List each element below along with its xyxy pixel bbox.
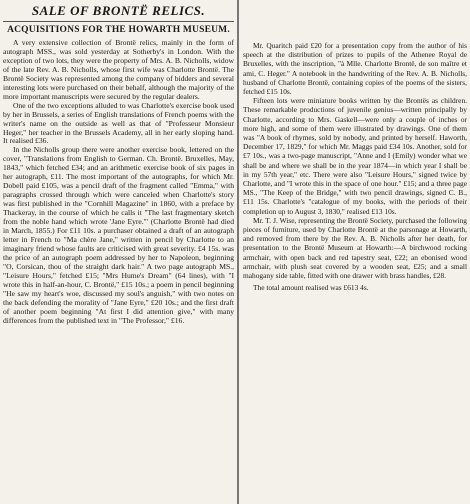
paragraph: Mr. T. J. Wise, representing the Brontë Society, purchased the following pieces of furniture, used by Charlotte Brontë at the parsonage at Howarth, and removed from there by the Rev. A. B. Nicholls after her death, for presentation to the Brontë Museum at Howarth:—A birchwood rocking armchair, with open back and red tapestry seat, £22; an ebonised wood armchair, with plush seat covered by a wooden seat, £25; and a small mahogany side table, fitted with one drawer with brass handles, £28. — [243, 215, 467, 281]
article-headline: SALE OF BRONTË RELICS. — [31, 3, 206, 18]
article-subheading: ACQUISITIONS FOR THE HOWARTH MUSEUM. — [7, 25, 230, 35]
paragraph: A very extensive collection of Brontë relics, mainly in the form of autograph MSS., was sold yesterday at Sotherby's in London. With the exception of two lots, they were the property of Mrs. A. B. Nicholls, widow of the late Rev. A. B. Nicholls, whose first wife was Charlotte Brontë. The Brontë Society was represented among the company of bidders and several interesting lots were purchased on their behalf, although the majority of the more important manuscripts were secured by the regular dealers. — [3, 38, 234, 101]
paragraph: Mr. Quaritch paid £20 for a presentation copy from the author of his speech at the distribution of prizes to pupils of the Athenee Royal de Bruxelles, with the inscription, "à Mlle. Charlotte Brontë, de son maître et ami, C. Heger." A notebook in the handwriting of the Rev. A. B. Nicholls, husband of Charlotte Brontë, containing copies of the poems of the sisters, fetched £15 10s. — [243, 41, 467, 97]
paragraph: Fifteen lots were miniature books written by the Brontës as children. These remarkable productions of juvenile genius—written principally by Charlotte, according to Mrs. Gaskell—were only a couple of inches or more high, and some of them were illustrated by drawings. One of them was "A book of rhymes, sold by nobody, and printed by herself. Haworth, December 17, 1829," for which Mr. Maggs paid £34 10s. Another, sold for £7 10s., was a two-page manuscript, "Anne and I (Emily) wonder what we shall be and where we shall be in the year 1874—in which year I shall be in my 57th year," etc. There were also "Leisure Hours," signed twice by Charlotte, and "I wrote this in the space of one hour." £15; and a three page MS., "The Keep of the Bridge," with two pencil drawings, signed C. B., £11 15s. Charlotte's "catalogue of my books, with the periods of their completion up to August 3, 1830," realised £13 10s. — [243, 96, 467, 216]
right-column — [240, 0, 470, 504]
paragraph: One of the two exceptions alluded to was Charlotte's exercise book used by her in Brussels, a series of English translations of French poems with the writer's name on the outside as well as that of "Professeur Monsieur Heger," her teacher in the Brussels Academy, all in her early sloping hand. It realised £36. — [3, 100, 234, 146]
total-amount-line: The total amount realised was £613 4s. — [253, 283, 369, 293]
headline-rule — [3, 21, 234, 22]
column-divider — [237, 0, 239, 504]
paragraph: In the Nicholls group there were another exercise book, lettered on the cover, "Translations from English to German. Ch. Brontë. Bruxelles, May, 1843," which fetched £34; and an arithmetic exercise book of six pages in her autograph, £11. The most important of the autographs, for which Mr. Dobell paid £105, was a pencil draft of the fragment called "Emma," with paragraphs crossed through which were canceled when Charlotte's story was first published in the "Cornhill Magazine" in 1860, with a preface by Thackeray, in the course of which he calls it "The last fragmentary sketch from the noble hand which wrote 'Jane Eyre.'" (Charlotte Brontë had died in March, 1855.) For £11 10s. a purchaser obtained a draft of an autograph letter in French to "Ma chère Jane," written in pencil by Charlotte to an imaginary friend whose faults are criticised with great severity. £4 15s. was the price of an autograph poem addressed by her to Napoleon, beginning "O, Corsican, thou of the straight dark hair." A two page autograph MS., "Leisure Hours," fetched £15; "Mrs Hume's Dream" (64 lines), with "I wrote this in half-an-hour, C. Brontë," £15 10s.; a poem in pencil beginning "He saw my heart's woe, discussed my soul's anguish," with two notes on the back defending the morality of "Jane Eyre," £20 10s.; and the first draft of another poem beginning "At first I did attention give," with many differences from the published text in "The Professor," £16. — [3, 145, 234, 325]
